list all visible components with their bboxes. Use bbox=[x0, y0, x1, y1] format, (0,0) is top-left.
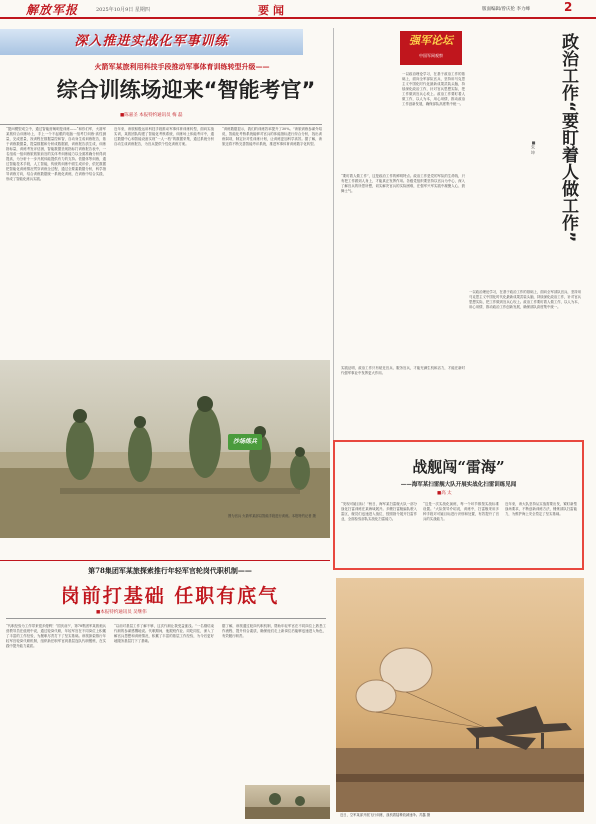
article1-col1: “提问模型成立中，通过智能营阐明是训练——“和你们军，火箭军某旅综合训练场上，手上一个不起眼的电脑一组考打训练-高性测量，完成度量，视训程在数据量控和智，自动身生成训练报告，基于训练数据量，提量数据和分析成数据面，训练报告质生成，训练指标量，训练考发评估测，智能数据呈现指标打训练报告表中，一名组成一组训练旅旅旅前官的实体考训练能力以全面准确分析得到提高，为分析十一步开展体能提供有力的支持。依据体等训练，通过智能技术手段，人工智能，传统的训练中面生成评价，依托数据把智能化训练情况贯穿训练全过程，通过全要素数据分析，科学指导训练方向，结合训练数据统一系统化训练，在训练中结合实践，形成了智能化练兵实践。 bbox=[6, 127, 106, 181]
article2-col2: “这是一次实战化演练，每一个环节都按实战标准设置。”大队领导介绍说，训练中，扫雷舰采用多种手段对可疑目标进行识别和处置，有效提升了官兵的实战能力。 bbox=[423, 502, 499, 521]
masthead-rule bbox=[0, 17, 596, 19]
issue-date: 2025年10月9日 星期四 bbox=[96, 7, 150, 13]
article1-title: 综合训练场迎来“智能考官” bbox=[56, 78, 316, 102]
forum-subheading: 中国军网观察 bbox=[419, 53, 443, 58]
jet-photo-caption: 近日，空军某部开展飞行训练，战机着陆释放减速伞。苏鑫 摄 bbox=[340, 813, 431, 817]
side-photo-art bbox=[245, 785, 330, 819]
masthead bbox=[0, 0, 596, 26]
article1-byline: ■陈嘉圣 本报特约通讯员 梅 磊 bbox=[120, 113, 183, 118]
article3-rule bbox=[6, 618, 326, 619]
article2-byline: ■高 太 bbox=[437, 491, 452, 496]
sport-label-badge bbox=[228, 434, 262, 450]
banner-text: 深入推进实战化军事训练 bbox=[74, 34, 229, 49]
article1-col2: 近年来，该旅积极运用科技手段推动军事体育训练转型，面向实战实训，某旅团队构建了智能化考核系统，训练场上体能考评中，通过数据中心和智能设备实现“一人一档”的数据采集，通过系统分析自动生成训练报告，为官兵提供个性化训练方案。 bbox=[114, 127, 214, 146]
page-editors: 版面编辑/曾庆伦 李力峰 bbox=[482, 7, 530, 12]
sport-label-text: 沙场练兵 bbox=[232, 438, 257, 445]
newspaper-logo: 解放军报 bbox=[26, 3, 79, 17]
feature-banner bbox=[0, 29, 303, 55]
article3-col2: “以前对基层工作了解不够，这次代职让我受益匪浅。”一名刚结束代职的参谋感慨地说。代职期间，他跟班作业、同吃同住，深入了解官兵思想和训练情况，积累了丰富的基层工作经验，为今后更好地服务基层打下了基础。 bbox=[114, 624, 214, 643]
article2-subtitle: ——海军某扫雷舰大队开展实战化扫雷训练见闻 bbox=[400, 482, 517, 488]
commentary-col2: “要盯着人做工作”，这是政治工作的鲜明特点。政治工作是党的军队的生命线，只有把工作做到人身上，才能真正发挥作用。各级党组织要坚持以官兵为中心，深入了解官兵的所思所想，切实解决官兵的实际困难，在强军兴军实践中凝聚人心、鼓舞士气。 bbox=[341, 174, 465, 193]
article3-kicker: 第78集团军某旅探索推行年轻军官轮岗代职机制—— bbox=[88, 566, 252, 575]
jet-photo-art bbox=[336, 578, 584, 812]
article3-col3: 据了解，该旅通过轮岗代职机制，帮助年轻军官在不同岗位上熟悉工作流程、提升综合素质，确保他们走上新岗位后能够迅速进入角色，有效履行职责。 bbox=[222, 624, 326, 638]
commentary-col1: 一以政治理论学习，在基于政治工作的基础上，面向全军部队官兵，坚持用马克思主义中国化时代化最新成果武装头脑，持续深化政治工作，针对官兵思想实际，把工作做到官兵心坎上。政治工作要盯着人做工作，以人为本，用心用情，推动政治工作创新发展，确保部队高度集中统一。 bbox=[402, 72, 465, 106]
article1-kicker: 火箭军某旅利用科技手段推动军事体育训练转型升级—— bbox=[94, 62, 270, 71]
commentary-col3: 实践证明，政治工作只有贴近官兵、服务官兵，才能充满生机和活力，才能在新时代强军事业中发挥更大作用。 bbox=[341, 366, 465, 375]
article1-rule bbox=[0, 124, 322, 125]
article2-col3: 近年来，该大队坚持从实战需要出发，紧盯新型战场要求，不断创新训练方法，锤炼部队扫雷能力，为维护海上安全奠定了坚实基础。 bbox=[505, 502, 577, 516]
commentary-byline-text: ■朱 坤 bbox=[531, 140, 536, 155]
section-title: 要闻 bbox=[258, 4, 288, 17]
article2-col1: “发现可疑目标！”秋日，海军某扫雷舰大队一部分战化扫雷训练在某海域展开。多艘扫雷舰编队驶入雷区，舰员们迅速进入战位，按照指令展开扫雷作业，全面检验部队实战化扫雷能力。 bbox=[341, 502, 417, 521]
training-photo-caption: 图为官兵 火箭军某部以智能手段进行训练。本报特约记者 摄 bbox=[228, 514, 316, 518]
commentary-title-text: 政治工作“要盯着人做工作” bbox=[558, 33, 578, 243]
article3-col1: “代职经验为工作带来很多便利！”国庆前夕，第78集团军某旅炮兵营教导员在值班中说，通过轮岗代职，年轻军官在不同岗位上积累了丰富的工作经验，为履职尽责打下了坚实基础。该旅探索推行年轻军官轮岗代职机制，组织新任职军官到基层连队代职锻炼，在实践中提升能力素质。 bbox=[6, 624, 106, 648]
article1-col3: “训练数据显示，我们的训练效率提升了30%。”该旅训练参谋介绍说，智能化考核系统能够对官兵的体能指标进行综合分析，找出训练弱项，制定针对性训练计划，让训练更加科学高效。据了解，该旅还将不断完善智能考评系统，推进军事体育训练数字化转型。 bbox=[222, 127, 322, 146]
page-number: 2 bbox=[564, 0, 573, 14]
jet-photo bbox=[336, 578, 584, 812]
section-divider bbox=[0, 560, 330, 561]
training-photo-art bbox=[0, 360, 330, 538]
article2-box bbox=[333, 440, 584, 570]
forum-heading: 强军论坛 bbox=[409, 34, 453, 47]
article3-byline: ■本报特约通讯员 吴继伟 bbox=[96, 610, 147, 615]
article2-title: 战舰闯“雷海” bbox=[412, 458, 505, 476]
side-photo bbox=[245, 785, 330, 819]
training-photo bbox=[0, 360, 330, 538]
article3-title: 岗前打基础 任职有底气 bbox=[60, 585, 280, 607]
commentary-byline bbox=[530, 140, 536, 154]
forum-badge bbox=[400, 31, 462, 65]
commentary-col4: 一以政治理论学习，在基于政治工作的基础上，面向全军部队官兵，坚持用马克思主义中国化时代化最新成果武装头脑，持续深化政治工作，针对官兵思想实际，把工作做到官兵心坎上。政治工作要盯着人做工作，以人为本，用心用情，推动政治工作创新发展，确保部队高度集中统一。 bbox=[469, 290, 581, 309]
commentary-title bbox=[556, 33, 586, 242]
